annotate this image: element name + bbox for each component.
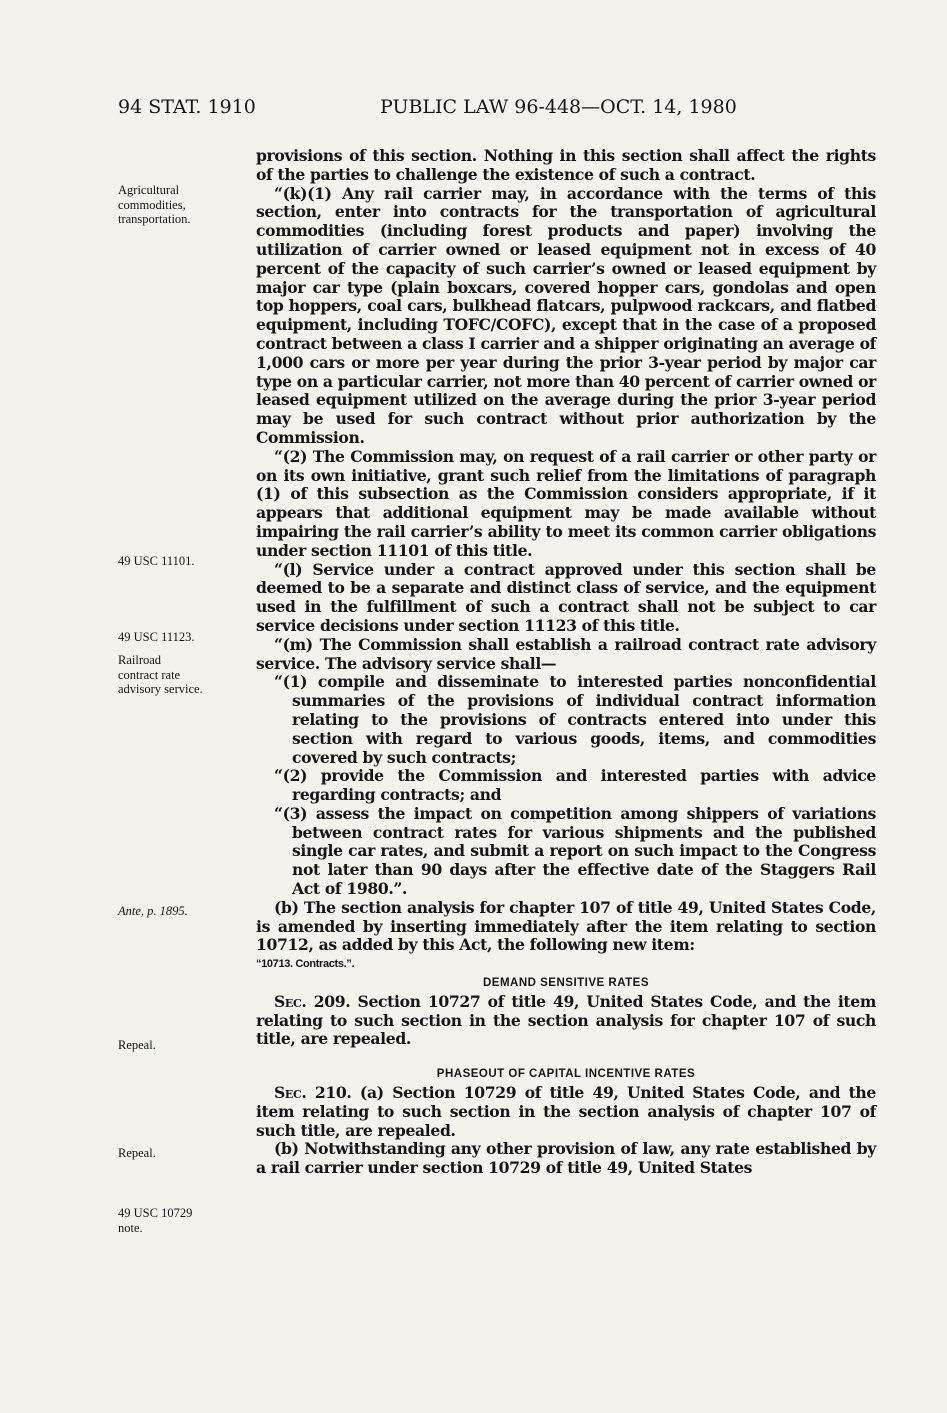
margin-note-usc-10729: 49 USC 10729 note.	[118, 1206, 193, 1235]
law-title: PUBLIC LAW 96-448—OCT. 14, 1980	[380, 96, 737, 118]
new-item-reference: “10713. Contracts.”.	[256, 958, 355, 971]
margin-note-usc-11123: 49 USC 11123.	[118, 630, 195, 644]
page-header	[118, 96, 878, 126]
sec-210-text: 210. (a) Section 10729 of title 49, United States Code, and the item relating to such section in the section analysis of chapter 107 of such title, are repealed.	[256, 1083, 876, 1140]
heading-demand-sensitive-rates: DEMAND SENSITIVE RATES	[482, 977, 650, 990]
paragraph-m3: “(3) assess the impact on competition among shippers of variations between contract rates for various shipments and the published single car rates, and submit a report on such impact to the Congress not later than 90 days after the effective date of the Staggers Rail Act of 1980.”.	[274, 803, 876, 899]
paragraph-provisions: provisions of this section. Nothing in this section shall affect the rights of the parties to challenge the existence of such a contract.	[256, 146, 876, 184]
sec-209-label: Sec.	[274, 991, 307, 1011]
paragraph-k2: “(2) The Commission may, on request of a rail carrier or other party or on its own initiative, grant such relief from the limitations of paragraph (1) of this subsection as the Commission considers appropriate, if it appears that additional equipment may be made available without impairing the rail carrier’s ability to meet its common carrier obligations under section 11101 of this title.	[256, 446, 876, 560]
margin-note-railroad-advisory: Railroad contract rate advisory service.	[118, 653, 203, 696]
margin-note-repeal-2: Repeal.	[118, 1146, 156, 1160]
paragraph-m2: “(2) provide the Commission and interested parties with advice regarding contracts; and	[274, 766, 876, 805]
paragraph-m: “(m) The Commission shall establish a railroad contract rate advisory service. The advisory service shall—	[256, 634, 876, 673]
stat-reference: 94 STAT. 1910	[118, 96, 256, 118]
paragraph-b: (b) The section analysis for chapter 107 of title 49, United States Code, is amended by inserting immediately after the item relating to section 10712, as added by this Act, the following new item:	[256, 897, 876, 955]
paragraph-210b: (b) Notwithstanding any other provision of law, any rate established by a rail carrier under section 10729 of title 49, United States	[256, 1139, 876, 1178]
paragraph-m1: “(1) compile and disseminate to interested parties nonconfidential summaries of the provisions of individual contract information relating to the provisions of contracts entered into under this section with regard to various goods, items, and commodities covered by such contracts;	[274, 672, 876, 767]
body-text	[256, 147, 876, 1178]
margin-note-ante: Ante, p. 1895.	[118, 904, 188, 918]
margin-note-usc-11101: 49 USC 11101.	[118, 554, 195, 568]
paragraph-sec-210	[256, 1084, 876, 1140]
paragraph-l: “(l) Service under a contract approved under this section shall be deemed to be a separate and distinct class of service, and the equipment used in the fulfillment of such a contract shall not be subject to car service decisions under section 11123 of this title.	[256, 559, 876, 635]
paragraph-sec-209	[256, 993, 876, 1049]
sec-210-label: Sec.	[274, 1083, 307, 1103]
margin-note-agricultural: Agricultural commodities, transportation.	[118, 183, 191, 226]
sec-209-text: 209. Section 10727 of title 49, United States Code, and the item relating to such section in the section analysis for chapter 107 of such title, are repealed.	[256, 991, 876, 1049]
margin-note-repeal-1: Repeal.	[118, 1038, 156, 1052]
heading-phaseout: PHASEOUT OF CAPITAL INCENTIVE RATES	[436, 1068, 696, 1081]
paragraph-k1: “(k)(1) Any rail carrier may, in accordance with the terms of this section, enter into contracts for the transportation of agricultural commodities (including forest products and paper) involving the utilization of carrier owned or leased equipment not in excess of 40 percent of the capacity of such carrier’s owned or leased equipment by major car type (plain boxcars, covered hopper cars, gondolas and open top hoppers, coal cars, bulkhead flatcars, pulpwood rackcars, and flatbed equipment, including TOFC/COFC), except that in the case of a proposed contract between a class I carrier and a shipper originating an average of 1,000 cars or more per year during the prior 3-year period by major car type on a particular carrier, not more than 40 percent of carrier owned or leased equipment utilized on the average during the prior 3-year period may be used for such contract without prior authorization by the Commission.	[256, 183, 876, 447]
